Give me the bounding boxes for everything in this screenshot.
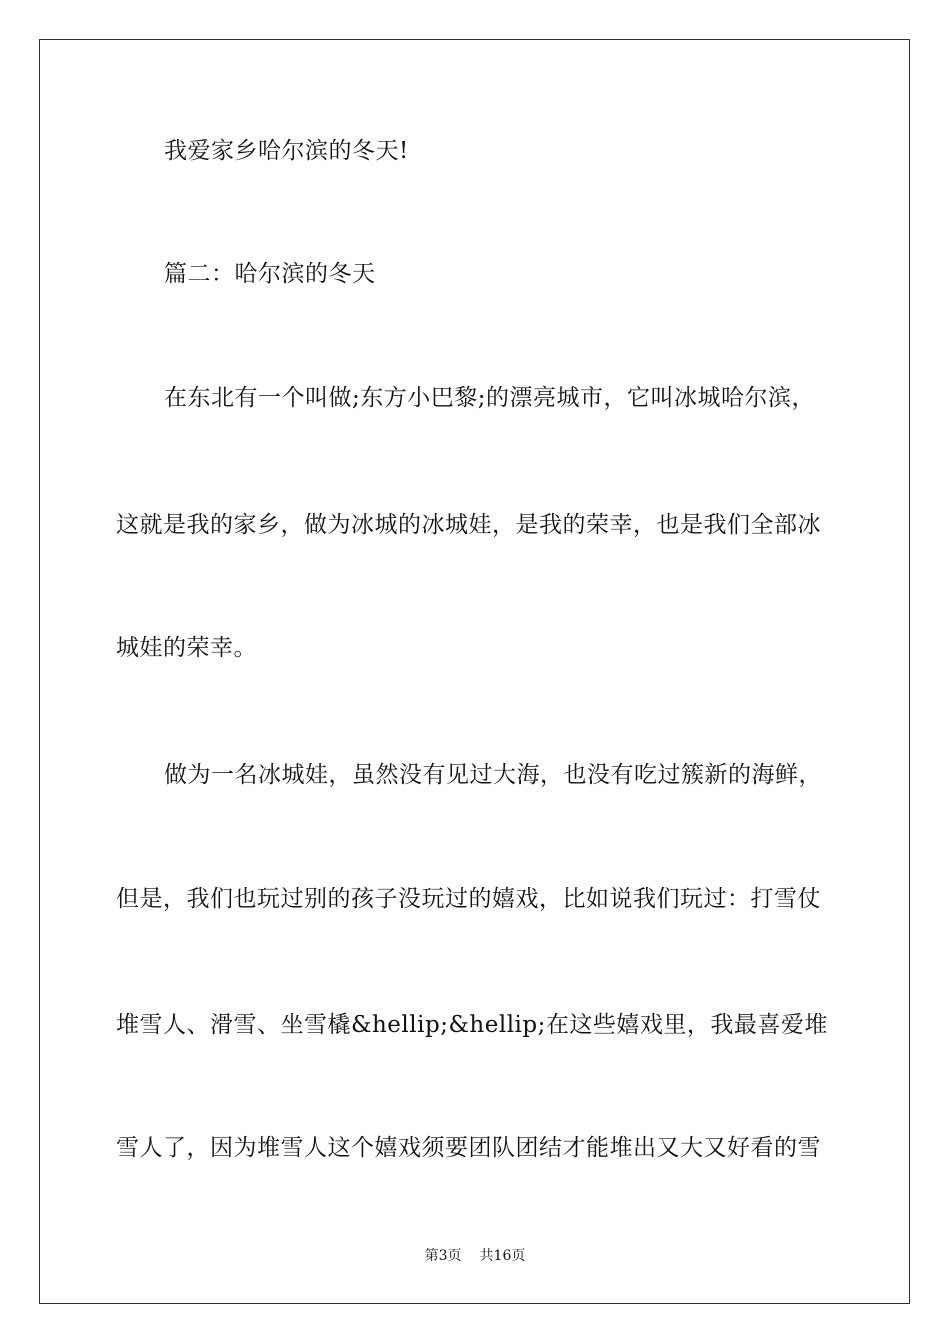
section-heading: 篇二：哈尔滨的冬天 <box>164 261 376 287</box>
paragraph-line-2: 在东北有一个叫做;东方小巴黎;的漂亮城市，它叫冰城哈尔滨， <box>164 385 815 411</box>
page-footer <box>0 1246 950 1266</box>
paragraph-line-3: 这就是我的家乡，做为冰城的冰城娃，是我的荣幸，也是我们全部冰 <box>116 512 821 538</box>
page-border <box>39 39 910 1304</box>
paragraph-line-5: 做为一名冰城娃，虽然没有见过大海，也没有吃过簇新的海鲜， <box>164 762 822 788</box>
page-total: 共16页 <box>479 1248 526 1264</box>
paragraph-line-7: 堆雪人、滑雪、坐雪橇&hellip;&hellip;在这些嬉戏里，我最喜爱堆 <box>116 1012 828 1038</box>
page-number: 第3页 <box>424 1248 462 1264</box>
paragraph-line-4: 城娃的荣幸。 <box>116 635 257 661</box>
paragraph-line-6: 但是，我们也玩过别的孩子没玩过的嬉戏，比如说我们玩过：打雪仗 <box>116 886 821 912</box>
paragraph-line-8: 雪人了，因为堆雪人这个嬉戏须要团队团结才能堆出又大又好看的雪 <box>116 1135 821 1161</box>
paragraph-line-1: 我爱家乡哈尔滨的冬天! <box>164 138 409 164</box>
